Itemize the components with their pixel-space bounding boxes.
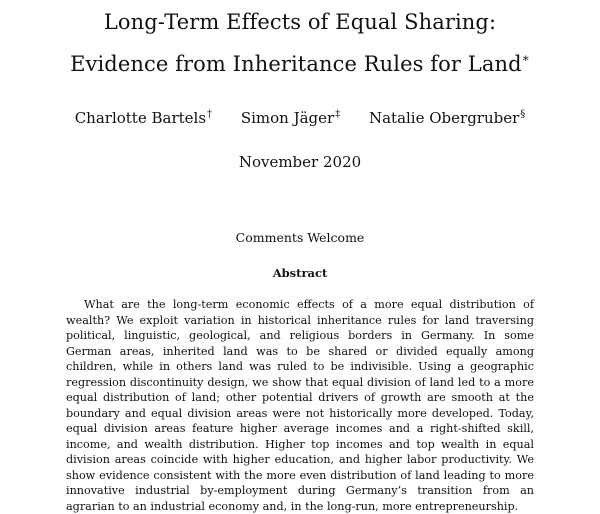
author-list [0,110,600,126]
author [241,110,340,126]
title-footnote-mark: ∗ [521,51,530,65]
paper-title-line-2 [0,52,600,75]
paper-title-line-1: Long-Term Effects of Equal Sharing: [103,10,497,34]
abstract-text: What are the long-term economic effects of a more equal distribution of wealth? We exploit variation in historical inheritance rules for land traversing political, linguistic, geological, and religious borders in Germany. In some German areas, inherited land was to be shared or divided equally among children, while in others land was ruled to be indivisible. Using a geographic regression discontinuity design, we show that equal division of land led to a more equal distribution of land; other potential drivers of growth are smooth at the boundary and equal division areas were not historically more developed. Today, equal division areas feature higher average incomes and a right-shifted skill, income, and wealth distribution. Higher top incomes and top wealth in equal division areas coincide with higher education, and higher labor productivity. We show evidence consistent with the more even distribution of land leading to more innovative industrial by-employment during Germany’s transition from an agrarian to an industrial economy and, in the long-run, more entrepreneurship. [66,298,534,513]
author-footnote-mark: † [207,109,213,120]
author [75,110,212,126]
abstract-heading: Abstract [272,266,328,280]
author-footnote-mark: ‡ [335,109,341,120]
author-name: Natalie Obergruber [368,109,520,127]
author [369,110,525,126]
author-footnote-mark: § [520,109,526,120]
author-name: Charlotte Bartels [74,109,207,127]
paper-title-line-2-text: Evidence from Inheritance Rules for Land [70,52,522,76]
author-name: Simon Jäger [240,109,335,127]
comments-note: Comments Welcome [235,230,365,245]
publication-date: November 2020 [238,153,362,171]
